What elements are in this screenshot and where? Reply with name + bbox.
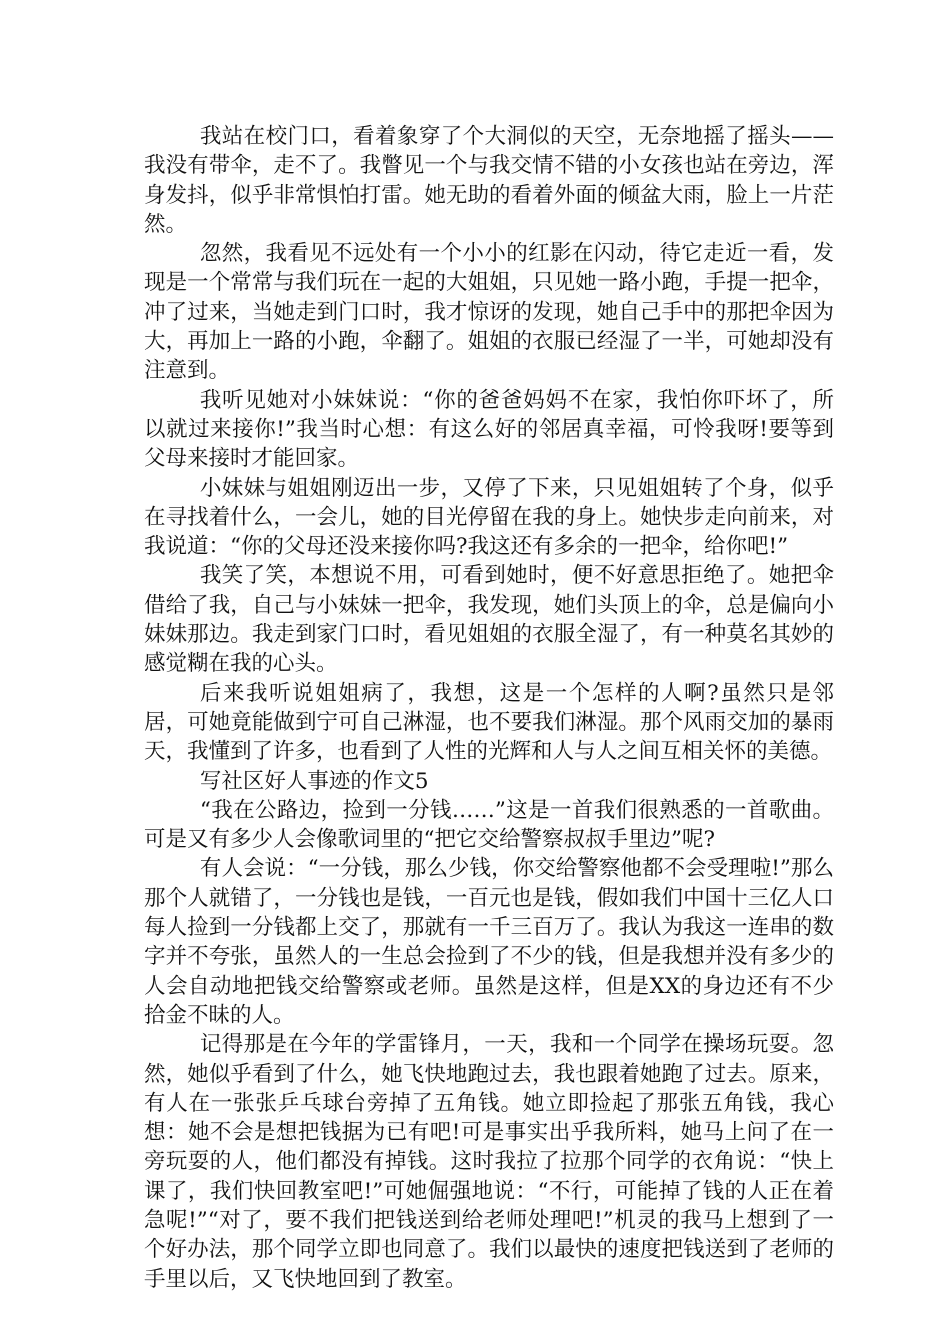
paragraph: 我笑了笑，本想说不用，可看到她时，便不好意思拒绝了。她把伞借给了我，自己与小妹妹一把伞，我发现，她们头顶上的伞，总是偏向小妹妹那边。我走到家门口时，看见姐姐的衣服全湿了，有一种莫名其妙的感觉糊在我的心头。: [144, 563, 834, 677]
section-heading: 写社区好人事迹的作文5: [199, 768, 429, 794]
paragraph: 后来我听说姐姐病了，我想，这是一个怎样的人啊?虽然只是邻居，可她竟能做到宁可自己淋湿，也不要我们淋湿。那个风雨交加的暴雨天，我懂到了许多，也看到了人性的光辉和人与人之间互相关怀的美德。: [144, 680, 834, 765]
paragraph: 有人会说：“一分钱，那么少钱，你交给警察他都不会受理啦!”那么那个人就错了，一分钱也是钱，一百元也是钱，假如我们中国十三亿人口每人捡到一分钱都上交了，那就有一千三百万了。我认为我这一连串的数字并不夸张，虽然人的一生总会捡到了不少的钱，但是我想并没有多少的人会自动地把钱交给警察或老师。虽然是这样，但是XX的身边还有不少拾金不昧的人。: [144, 856, 834, 1028]
paragraph: 忽然，我看见不远处有一个小小的红影在闪动，待它走近一看，发现是一个常常与我们玩在一起的大姐姐，只见她一路小跑，手提一把伞，冲了过来，当她走到门口时，我才惊讶的发现，她自己手中的那把伞因为大，再加上一路的小跑，伞翻了。姐姐的衣服已经湿了一半，可她却没有注意到。: [144, 241, 834, 384]
paragraph: 小妹妹与姐姐刚迈出一步，又停了下来，只见姐姐转了个身，似乎在寻找着什么，一会儿，她的目光停留在我的身上。她快步走向前来，对我说道：“你的父母还没来接你吗?我这还有多余的一把伞，给你吧!”: [144, 475, 834, 560]
article-body: [144, 122, 834, 1294]
paragraph: “我在公路边，捡到一分钱……”这是一首我们很熟悉的一首歌曲。可是又有多少人会像歌词里的“把它交给警察叔叔手里边”呢?: [144, 797, 834, 853]
paragraph: 我听见她对小妹妹说：“你的爸爸妈妈不在家，我怕你吓坏了，所以就过来接你!”我当时心想：有这么好的邻居真幸福，可怜我呀!要等到父母来接时才能回家。: [144, 387, 834, 472]
paragraph: 我站在校门口，看着象穿了个大洞似的天空，无奈地摇了摇头——我没有带伞，走不了。我瞥见一个与我交情不错的小女孩也站在旁边，浑身发抖，似乎非常惧怕打雷。她无助的看着外面的倾盆大雨，脸上一片茫然。: [144, 124, 834, 237]
paragraph: 记得那是在今年的学雷锋月，一天，我和一个同学在操场玩耍。忽然，她似乎看到了什么，她飞快地跑过去，我也跟着她跑了过去。原来，有人在一张张乒乓球台旁掉了五角钱。她立即捡起了那张五角钱，我心想：她不会是想把钱据为已有吧!可是事实出乎我所料，她马上问了在一旁玩耍的人，他们都没有掉钱。这时我拉了拉那个同学的衣角说：“快上课了，我们快回教室吧!”可她倔强地说：“不行，可能掉了钱的人正在着急呢!”“对了，要不我们把钱送到给老师处理吧!”机灵的我马上想到了一个好办法，那个同学立即也同意了。我们以最快的速度把钱送到了老师的手里以后，又飞快地回到了教室。: [144, 1032, 834, 1292]
